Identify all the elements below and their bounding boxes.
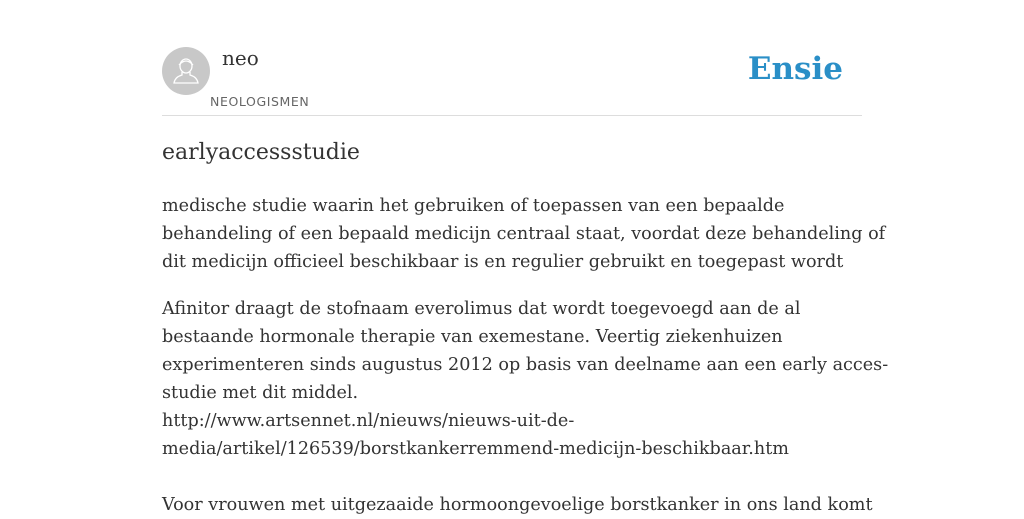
avatar[interactable] xyxy=(162,47,210,95)
example-line: Afinitor draagt de stofnaam everolimus dat wordt toegevoegd aan de al xyxy=(162,299,801,319)
definition-line: medische studie waarin het gebruiken of toepassen van een bepaalde xyxy=(162,196,785,216)
example-source-link: media/artikel/126539/borstkankerremmend-medicijn-beschikbaar.htm xyxy=(162,439,789,459)
category-label[interactable]: NEOLOGISMEN xyxy=(210,94,310,109)
definition-line: behandeling of een bepaald medicijn centraal staat, voordat deze behandeling of xyxy=(162,224,886,244)
example-line: studie met dit middel. xyxy=(162,383,359,403)
definition-line: dit medicijn officieel beschikbaar is en regulier gebruikt en toegepast wordt xyxy=(162,252,844,272)
example-spacer xyxy=(162,463,862,491)
example-line: Voor vrouwen met uitgezaaide hormoongevoelige borstkanker in ons land komt xyxy=(162,495,873,515)
example-source-link: http://www.artsennet.nl/nieuws/nieuws-uit-de- xyxy=(162,411,575,431)
entry-example xyxy=(162,295,889,519)
example-line: experimenteren sinds augustus 2012 op basis van deelname aan een early acces- xyxy=(162,355,889,375)
example-line: bestaande hormonale therapie van exemestane. Veertig ziekenhuizen xyxy=(162,327,783,347)
entry-definition xyxy=(162,192,886,276)
entry-title: earlyaccessstudie xyxy=(162,140,360,165)
ensie-logo[interactable]: Ensie xyxy=(747,51,843,87)
username[interactable]: neo xyxy=(222,46,259,70)
entry-container xyxy=(162,0,889,515)
user-silhouette-icon xyxy=(162,47,210,95)
entry-header xyxy=(162,0,862,116)
